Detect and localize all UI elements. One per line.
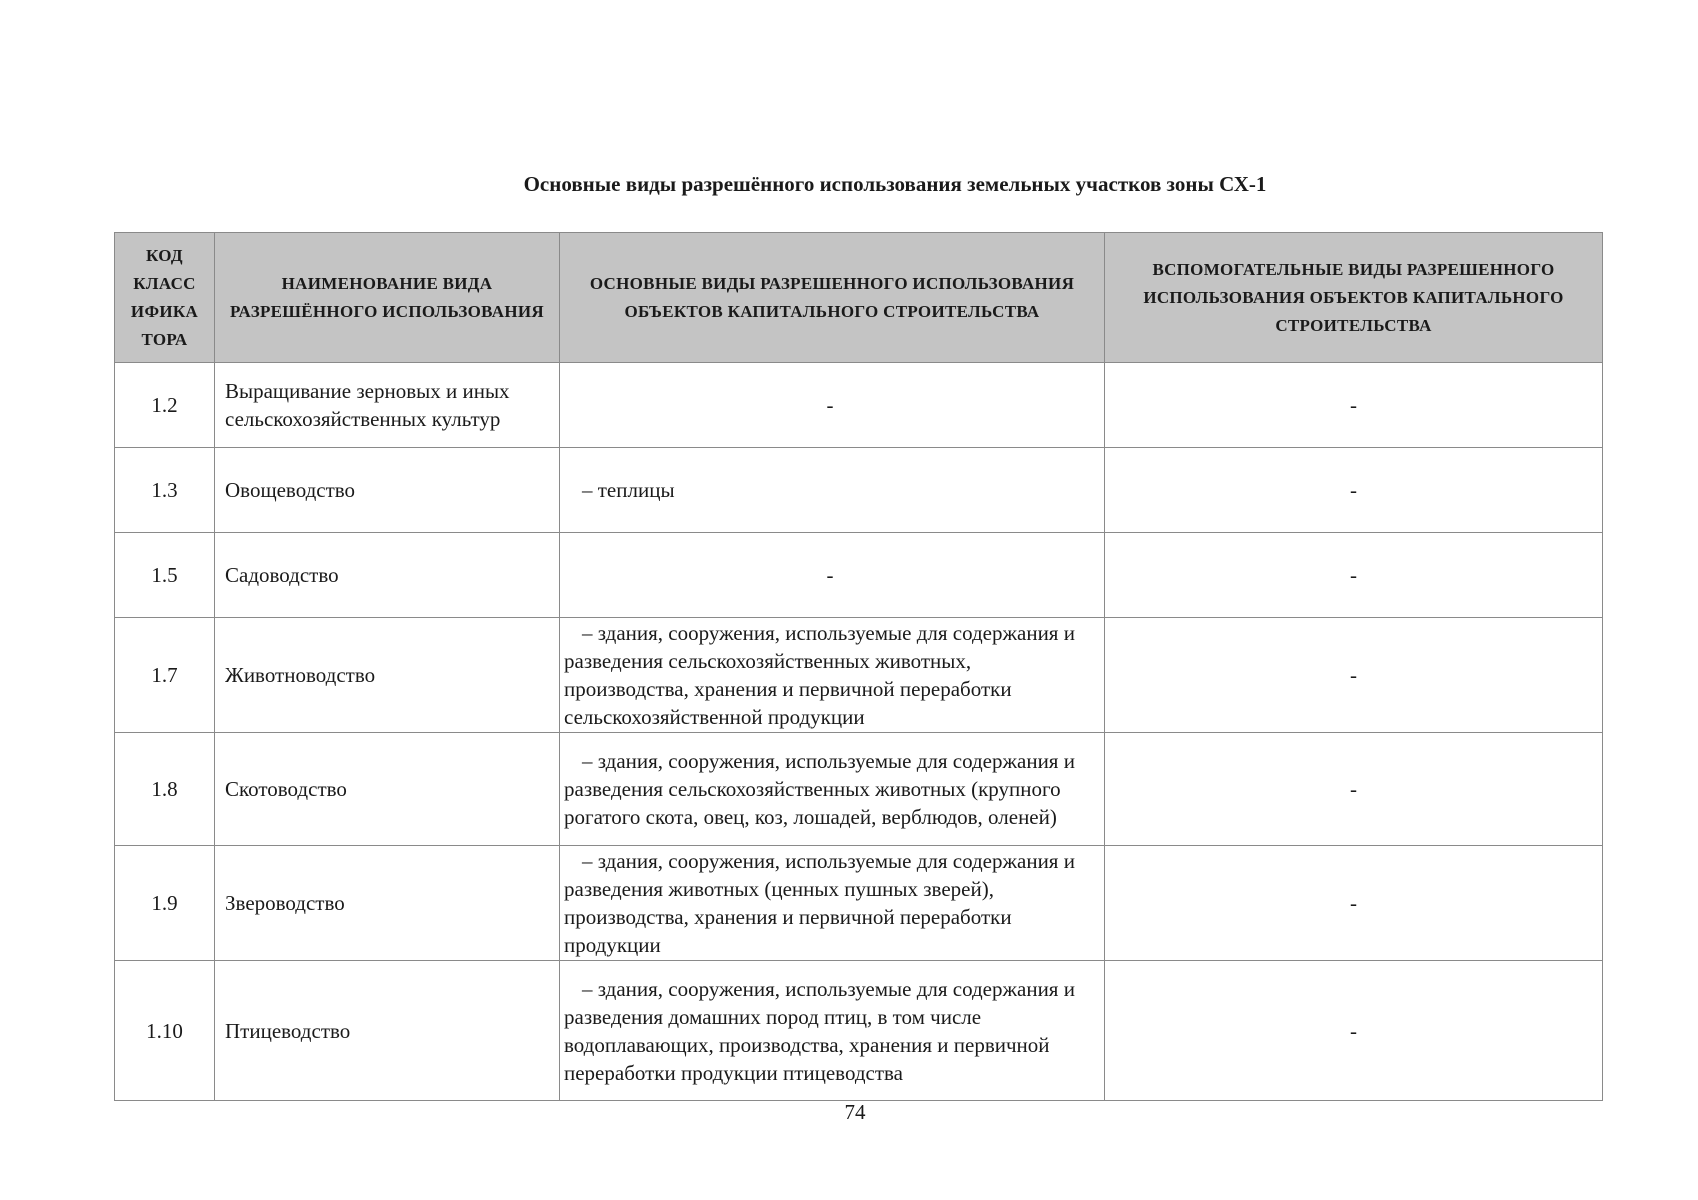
- row-main-uses: [560, 448, 1105, 533]
- table-row: [115, 448, 1603, 533]
- row-main-uses: – здания, сооружения, используемые для содержания и разведения домашних пород птиц, в том числе водоплавающих, производства, хранения и первичной переработки продукции птицеводства: [560, 961, 1105, 1101]
- table-row: [115, 961, 1603, 1101]
- header-aux-uses: ВСПОМОГАТЕЛЬНЫЕ ВИДЫ РАЗРЕШЕННОГО ИСПОЛЬЗОВАНИЯ ОБЪЕКТОВ КАПИТАЛЬНОГО СТРОИТЕЛЬСТВА: [1105, 233, 1603, 363]
- table-header-row: [115, 233, 1603, 363]
- row-code: 1.2: [115, 363, 215, 448]
- land-use-table: [114, 232, 1603, 1101]
- row-main-uses: – здания, сооружения, используемые для содержания и разведения животных (ценных пушных зверей), производства, хранения и первичной переработки продукции: [560, 846, 1105, 961]
- row-aux-uses: -: [1105, 618, 1603, 733]
- row-code: 1.5: [115, 533, 215, 618]
- main-use-item: – теплицы: [582, 478, 675, 502]
- row-name: Садоводство: [215, 533, 560, 618]
- row-main-uses: – здания, сооружения, используемые для содержания и разведения сельскохозяйственных животных, производства, хранения и первичной переработки сельскохозяйственной продукции: [560, 618, 1105, 733]
- row-name: Скотоводство: [215, 733, 560, 846]
- row-aux-uses: -: [1105, 846, 1603, 961]
- row-aux-uses: -: [1105, 533, 1603, 618]
- page-title: Основные виды разрешённого использования земельных участков зоны СХ-1: [523, 172, 1267, 196]
- table-row: [115, 618, 1603, 733]
- header-code: КОД КЛАСС ИФИКА ТОРА: [115, 233, 215, 363]
- row-code: 1.8: [115, 733, 215, 846]
- row-code: 1.7: [115, 618, 215, 733]
- row-code: 1.9: [115, 846, 215, 961]
- table-row: [115, 733, 1603, 846]
- row-aux-uses: -: [1105, 448, 1603, 533]
- row-main-uses: – здания, сооружения, используемые для содержания и разведения сельскохозяйственных животных (крупного рогатого скота, овец, коз, лошадей, верблюдов, оленей): [560, 733, 1105, 846]
- page-number: 74: [844, 1100, 866, 1124]
- row-main-uses: -: [560, 363, 1105, 448]
- table-row: [115, 846, 1603, 961]
- table-row: [115, 533, 1603, 618]
- row-name: Звероводство: [215, 846, 560, 961]
- row-name: Птицеводство: [215, 961, 560, 1101]
- row-aux-uses: -: [1105, 961, 1603, 1101]
- row-aux-uses: -: [1105, 363, 1603, 448]
- row-name: Животноводство: [215, 618, 560, 733]
- row-name: Выращивание зерновых и иных сельскохозяйственных культур: [215, 363, 560, 448]
- row-code: 1.10: [115, 961, 215, 1101]
- row-name: Овощеводство: [215, 448, 560, 533]
- header-main-uses: ОСНОВНЫЕ ВИДЫ РАЗРЕШЕННОГО ИСПОЛЬЗОВАНИЯ ОБЪЕКТОВ КАПИТАЛЬНОГО СТРОИТЕЛЬСТВА: [560, 233, 1105, 363]
- header-name: НАИМЕНОВАНИЕ ВИДА РАЗРЕШЁННОГО ИСПОЛЬЗОВАНИЯ: [215, 233, 560, 363]
- row-code: 1.3: [115, 448, 215, 533]
- table-row: [115, 363, 1603, 448]
- row-aux-uses: -: [1105, 733, 1603, 846]
- row-main-uses: -: [560, 533, 1105, 618]
